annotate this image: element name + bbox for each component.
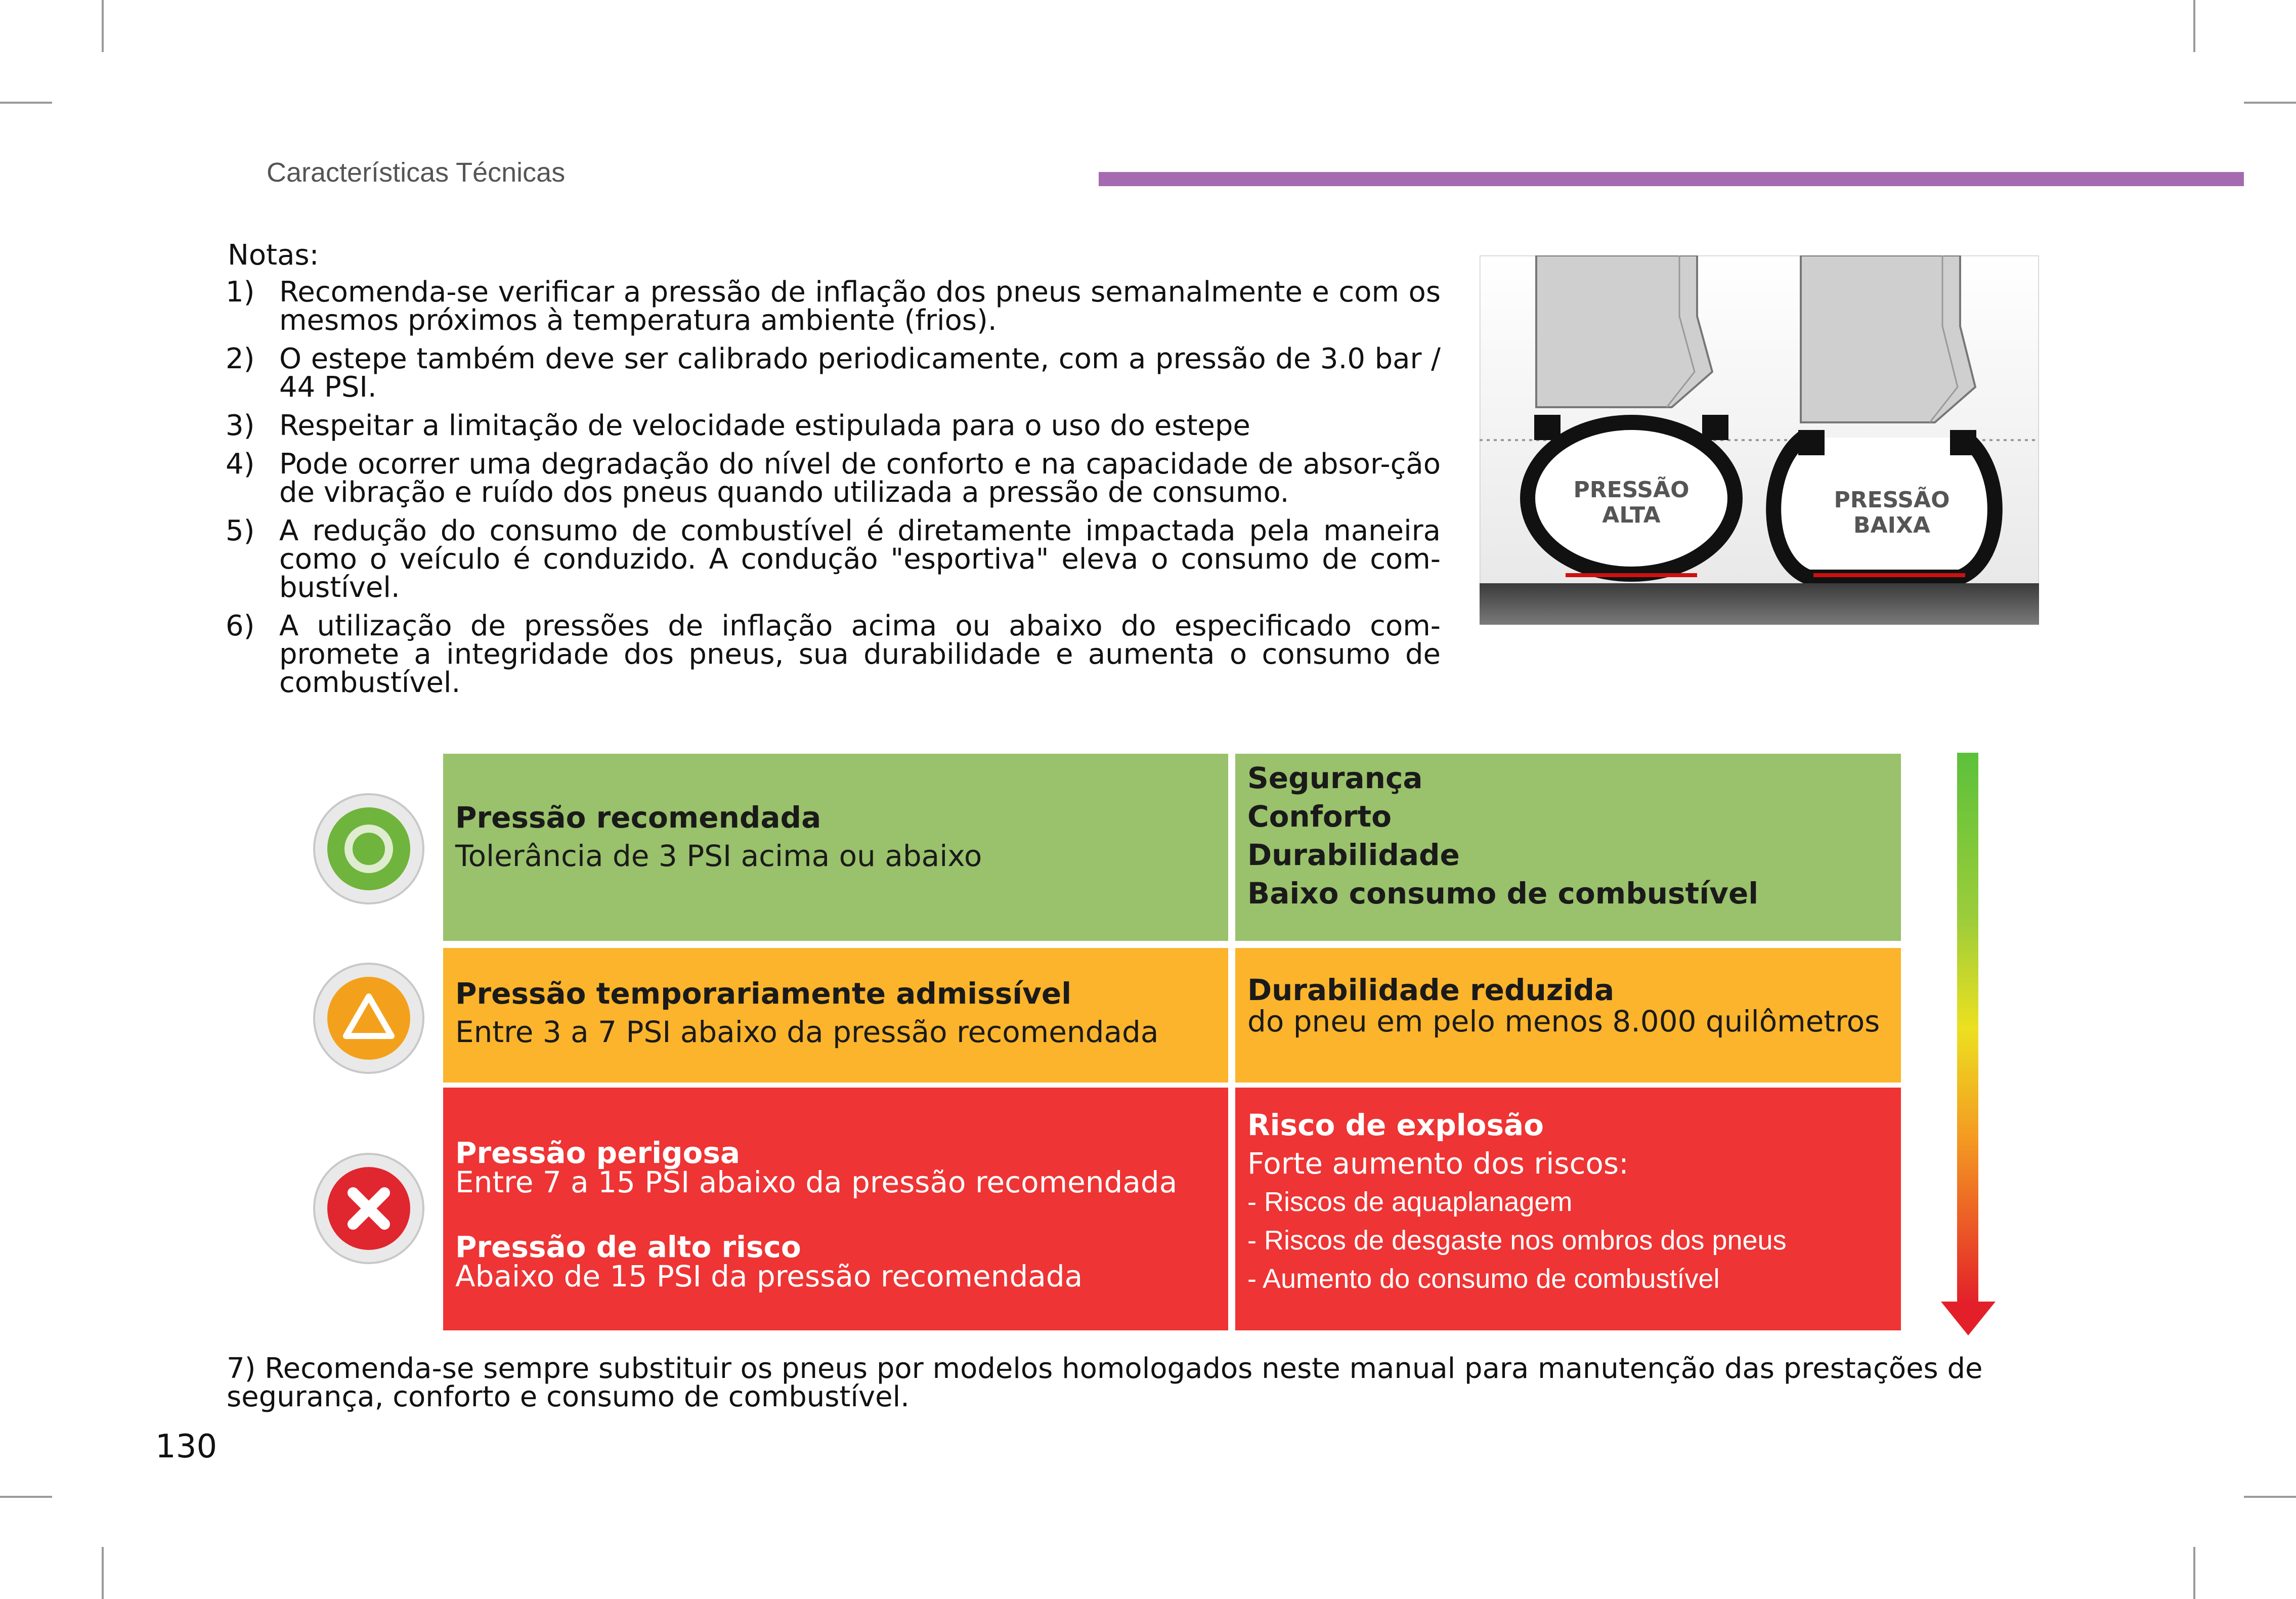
- cell-title: Pressão temporariamente admissível: [455, 976, 1072, 1011]
- temporary-pressure-cell: [443, 948, 1228, 1083]
- note-number: 5): [226, 514, 255, 547]
- crop-mark: [2244, 1496, 2296, 1498]
- page-number: 130: [155, 1428, 218, 1465]
- header-accent-bar: [1099, 172, 2244, 186]
- cell-text: Entre 3 a 7 PSI abaixo da pressão recomendada: [455, 1015, 1159, 1049]
- explosion-risk-cell: [1235, 1088, 1901, 1330]
- benefit-item: Durabilidade: [1247, 838, 1460, 872]
- crop-mark: [2193, 0, 2195, 52]
- note-text: Recomenda-se verificar a pressão de inflação dos pneus semanalmente e com os mesmos próximos à temperatura ambiente (frios).: [279, 276, 1441, 337]
- note-number: 6): [226, 610, 255, 642]
- note-item: [226, 409, 1441, 442]
- note-item: [226, 450, 1441, 507]
- warning-triangle-icon: [313, 962, 425, 1074]
- cell-text: Abaixo de 15 PSI da pressão recomendada: [455, 1259, 1083, 1293]
- severity-gradient-arrow: [1941, 753, 1996, 1335]
- benefit-item: Conforto: [1247, 799, 1392, 834]
- crop-mark: [2244, 102, 2296, 104]
- benefit-item: Baixo consumo de combustível: [1247, 876, 1759, 911]
- cell-text: Entre 7 a 15 PSI abaixo da pressão recomendada: [455, 1165, 1178, 1199]
- dangerous-pressure-cell: [443, 1088, 1228, 1330]
- crop-mark: [0, 1496, 52, 1498]
- cell-title: Risco de explosão: [1247, 1108, 1544, 1142]
- notes-list: [226, 278, 1441, 707]
- cell-title: Durabilidade reduzida: [1247, 973, 1615, 1007]
- recommended-benefits-cell: [1235, 754, 1901, 941]
- notes-heading: Notas:: [228, 239, 319, 272]
- section-title: Características Técnicas: [267, 157, 566, 188]
- note-text: Pode ocorrer uma degradação do nível de conforto e na capacidade de absor-ção de vibração e ruído dos pneus quando utilizada a pressão de consumo.: [279, 448, 1441, 509]
- cell-text: do pneu em pelo menos 8.000 quilômetros: [1247, 1004, 1880, 1039]
- note-text: A redução do consumo de combustível é diretamente impactada pela maneira como o veículo é conduzido. A condução "esportiva" eleva o consumo de com-bustível.: [279, 514, 1441, 604]
- note-text: Respeitar a limitação de velocidade estipulada para o uso do estepe: [279, 409, 1250, 442]
- note-item: [226, 612, 1441, 697]
- crop-mark: [0, 102, 52, 104]
- cell-title: Pressão de alto risco: [455, 1230, 801, 1264]
- low-pressure-label-2: BAIXA: [1853, 512, 1930, 538]
- crop-mark: [102, 1547, 104, 1599]
- note-number: 4): [226, 448, 255, 481]
- cell-subtitle: Forte aumento dos riscos:: [1247, 1146, 1629, 1181]
- high-pressure-label-1: PRESSÃO: [1573, 477, 1689, 503]
- recommended-pressure-cell: [443, 754, 1228, 941]
- footnote: 7) Recomenda-se sempre substituir os pneus por modelos homologados neste manual para manutenção das prestações de segurança, conforto e consumo de combustível.: [227, 1352, 1983, 1413]
- note-text: O estepe também deve ser calibrado periodicamente, com a pressão de 3.0 bar / 44 PSI.: [279, 342, 1441, 404]
- note-number: 2): [226, 342, 255, 375]
- x-mark-icon: [313, 1152, 425, 1265]
- note-number: 3): [226, 409, 255, 442]
- cell-title: Pressão recomendada: [455, 800, 821, 835]
- tire-pressure-illustration: [1480, 255, 2039, 625]
- note-number: 1): [226, 276, 255, 309]
- note-item: [226, 514, 1441, 604]
- crop-mark: [102, 0, 104, 52]
- risk-item: - Riscos de aquaplanagem: [1247, 1187, 1573, 1217]
- high-pressure-label-2: ALTA: [1602, 502, 1661, 528]
- benefit-item: Segurança: [1247, 761, 1423, 795]
- note-item: [226, 278, 1441, 335]
- risk-item: - Aumento do consumo de combustível: [1247, 1264, 1720, 1294]
- cell-title: Pressão perigosa: [455, 1136, 741, 1170]
- cell-text: Tolerância de 3 PSI acima ou abaixo: [455, 839, 982, 873]
- crop-mark: [2193, 1547, 2195, 1599]
- reduced-durability-cell: [1235, 948, 1901, 1083]
- circle-ok-icon: [313, 793, 425, 905]
- note-item: [226, 342, 1441, 404]
- low-pressure-label-1: PRESSÃO: [1834, 487, 1950, 513]
- note-text: A utilização de pressões de inflação acima ou abaixo do especificado com-promete a integridade dos pneus, sua durabilidade e aumenta o consumo de combustível.: [279, 610, 1441, 699]
- risk-item: - Riscos de desgaste nos ombros dos pneus: [1247, 1225, 1787, 1256]
